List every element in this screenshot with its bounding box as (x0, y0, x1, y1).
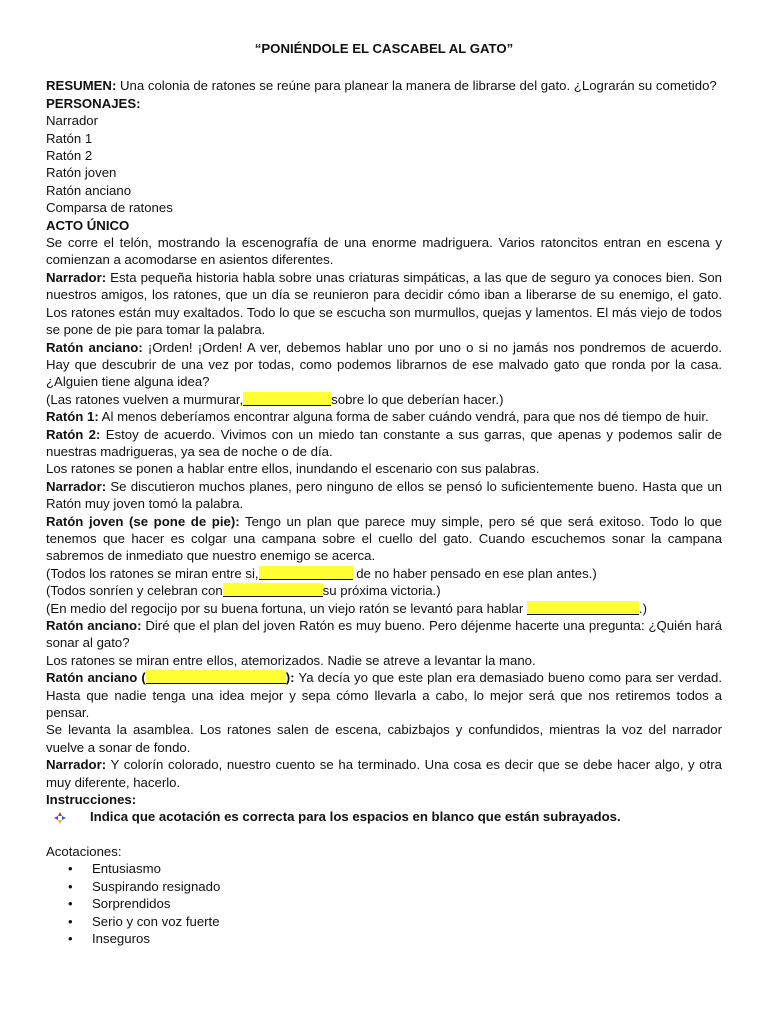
speaker-label: Ratón joven (se pone de pie): (46, 513, 240, 529)
speaker-label: Ratón anciano ( (46, 670, 146, 686)
speaker-label: Ratón 2: (46, 426, 101, 442)
personaje-item: Ratón joven (46, 165, 117, 181)
paragraph (46, 669, 722, 721)
answer-blank[interactable] (146, 670, 286, 684)
acotacion-label: Entusiasmo (92, 861, 161, 877)
speaker-label: Ratón anciano: (46, 618, 142, 633)
speech-text: Y colorín colorado, nuestro cuento se ha terminado. Una cosa es decir que se debe hacer algo, y otra muy diferente, hacerlo. (46, 757, 722, 790)
stage-text: (En medio del regocijo por su buena fortuna, un viejo ratón se levantó para hablar (46, 600, 527, 616)
bullet-icon: • (68, 861, 73, 877)
speaker-label: Ratón anciano: (46, 339, 143, 355)
resumen-text: Una colonia de ratones se reúne para planear la manera de librarse del gato. ¿Lograrán su cometido? (116, 78, 717, 94)
stage-text: (Todos los ratones se miran entre si, (46, 565, 259, 581)
acotacion-label: Inseguros (92, 930, 150, 946)
instrucciones-label: Instrucciones: (46, 792, 137, 808)
paragraph: Se corre el telón, mostrando la escenografía de una enorme madriguera. Varios ratoncitos entran en escena y comienzan a acomodarse en asientos diferentes. (46, 235, 722, 268)
speech-text: Diré que el plan del joven Ratón es muy bueno. Pero déjenme hacerte una pregunta: ¿Quién hará sonar al gato? (46, 618, 723, 651)
speaker-label: Narrador: (46, 269, 107, 285)
speech-text: Tengo un plan que parece muy simple, pero sé que será exitoso. Todo lo que tenemos que hacer es colgar una campana sobre el cuello del gato. Cuando escuchemos sonar la campana sabremos de inmediato que nuestro enemigo se acerca. (46, 513, 722, 564)
personaje-item: Ratón 2 (46, 148, 93, 164)
stage-text: (Todos sonríen y celebran con (46, 583, 223, 599)
paragraph (46, 600, 722, 617)
paragraph (46, 408, 722, 425)
acotaciones-list (68, 860, 722, 947)
answer-blank[interactable] (527, 601, 639, 615)
list-item (68, 860, 722, 877)
bullet-icon: • (68, 930, 73, 946)
instruction-item (54, 808, 722, 825)
speaker-label: Ratón 1: (46, 409, 99, 425)
personaje-item: Ratón anciano (46, 182, 132, 198)
answer-blank[interactable] (243, 392, 331, 406)
stage-text: su próxima victoria.) (322, 583, 441, 599)
paragraph (46, 617, 722, 652)
answer-blank[interactable] (259, 566, 353, 580)
stage-text: (Las ratones vuelven a murmurar, (46, 391, 244, 407)
paragraph (46, 269, 722, 339)
paragraph (46, 513, 722, 565)
acotaciones-label: Acotaciones: (46, 843, 122, 859)
speech-text: Esta pequeña historia habla sobre unas criaturas simpáticas, a las que de seguro ya conoces bien. Son nuestros amigos, los ratones, que un día se reunieron para decidir cómo iban a liberarse de su enemigo, el gato. Los ratones están muy exaltados. Todo lo que se escucha son murmullos, quejas y lamentos. El más viejo de todos se pone de pie para tomar la palabra. (46, 269, 722, 338)
bullet-icon: • (68, 878, 73, 894)
list-item (68, 895, 722, 912)
acto-label: ACTO ÚNICO (46, 217, 130, 233)
resumen-label: RESUMEN: (46, 78, 117, 94)
answer-blank[interactable] (223, 583, 323, 597)
paragraph: Se levanta la asamblea. Los ratones salen de escena, cabizbajos y confundidos, mientras la voz del narrador vuelve a sonar de fondo. (46, 722, 722, 755)
speech-text: ¡Orden! ¡Orden! A ver, debemos hablar uno por uno o si no jamás nos pondremos de acuerdo. Hay que descubrir de una vez por todas, como podemos librarnos de ese malvado gato que ronda por la casa. ¿Alguien tiene alguna idea? (46, 339, 723, 390)
speaker-label: Narrador: (46, 478, 107, 494)
personaje-item: Ratón 1 (46, 130, 93, 146)
paragraph: Los ratones se ponen a hablar entre ellos, inundando el escenario con sus palabras. (46, 461, 540, 477)
acotacion-label: Serio y con voz fuerte (92, 913, 220, 929)
speech-text: Estoy de acuerdo. Vivimos con un miedo tan constante a sus garras, que apenas y podemos salir de nuestras madrigueras, ya sea de noche o de día. (46, 426, 722, 459)
bullet-icon: • (68, 913, 73, 929)
document-title: “PONIÉNDOLE EL CASCABEL AL GATO” (254, 41, 514, 56)
paragraph: Los ratones se miran entre ellos, atemorizados. Nadie se atreve a levantar la mano. (46, 652, 536, 668)
list-item (68, 913, 722, 930)
paragraph (46, 339, 722, 391)
personaje-item: Narrador (46, 113, 99, 129)
acotacion-label: Sorprendidos (92, 896, 171, 912)
acotacion-label: Suspirando resignado (92, 878, 221, 894)
speaker-label: ): (285, 670, 295, 686)
personajes-label: PERSONAJES: (46, 95, 141, 111)
speaker-label: Narrador: (46, 757, 107, 773)
paragraph (46, 478, 722, 513)
paragraph (46, 426, 722, 461)
paragraph (46, 582, 722, 599)
personaje-item: Comparsa de ratones (46, 200, 173, 216)
four-arrows-bullet-icon (54, 811, 66, 823)
paragraph (46, 391, 722, 408)
bullet-icon: • (68, 896, 73, 912)
resumen (46, 77, 722, 94)
stage-text: sobre lo que deberían hacer.) (331, 391, 504, 407)
stage-text: .) (638, 600, 647, 616)
paragraph (46, 756, 722, 791)
stage-text: de no haber pensado en ese plan antes.) (352, 565, 597, 581)
paragraph (46, 565, 722, 582)
speech-text: Al menos deberíamos encontrar alguna forma de saber cuándo vendrá, para que nos dé tiempo de huir. (98, 409, 709, 425)
speech-text: Se discutieron muchos planes, pero ninguno de ellos se pensó lo suficientemente bueno. Hasta que un Ratón muy joven tomó la palabra. (46, 478, 722, 512)
document-page (46, 40, 722, 947)
list-item (68, 930, 722, 947)
speech-text: Ya decía yo que este plan era demasiado bueno como para ser verdad. Hasta que nadie tenga una idea mejor y sepa cómo llevarla a cabo, lo mejor será que nos retiremos todos a pensar. (46, 670, 722, 721)
list-item (68, 878, 722, 895)
instruction-text: Indica que acotación es correcta para los espacios en blanco que están subrayados. (90, 809, 621, 825)
